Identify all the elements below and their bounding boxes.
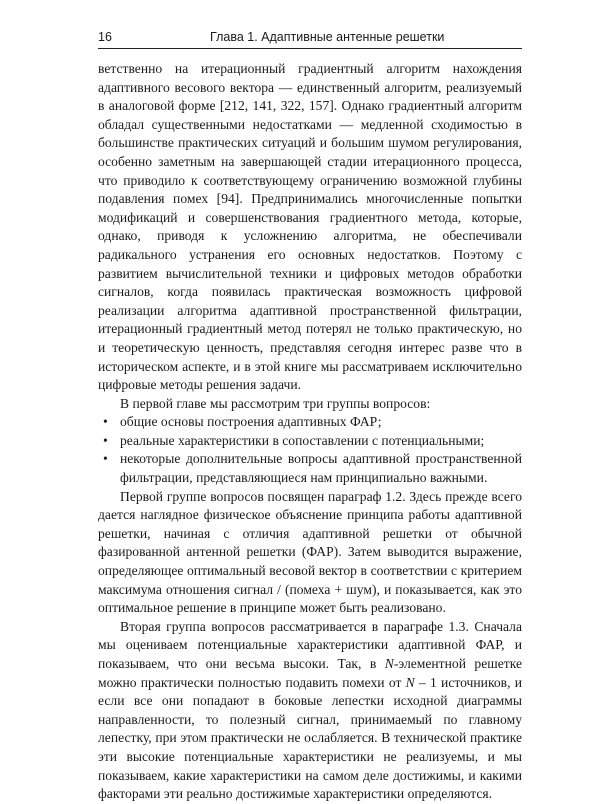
list-item-text: реальные характеристики в сопоставлении с потенциальными; [120, 432, 485, 448]
list-item [98, 413, 522, 432]
bullet-list [98, 413, 522, 487]
list-item-text: некоторые дополнительные вопросы адаптивной пространственной фильтрации, представляющиеся нам принципиально важными. [120, 451, 522, 486]
running-head: Глава 1. Адаптивные антенные решетки [210, 30, 445, 44]
paragraph-continued: ветственно на итерационный градиентный алгоритм нахождения адаптивного весового вектора — единственный алгоритм, реализуемый в аналоговой форме [212, 141, 322, 157]. Однако градиентный алгоритм обладал существенными недостатками — медленной сходимостью в большинстве практических ситуаций и большим шумом регулирования, особенно заметным на завершающей стадии итерационного процесса, что приводило к соответствующему ограничению возможной глубины подавления помех [94]. Предпринимались многочисленные попытки модификаций и совершенствования градиентного метода, которые, однако, приводя к усложнению алгоритма, не обеспечивали радикального устранения его основных недостатков. Поэтому с развитием вычислительной техники и цифровых методов обработки сигналов, когда появилась практическая возможность цифровой реализации алгоритма адаптивной пространственной фильтрации, итерационный градиентный метод потерял не только практическую, но и теоретическую ценность, представляя сегодня интерес разве что в историческом аспекте, и в этой книге мы рассматриваем исключительно цифровые методы решения задачи. [98, 61, 522, 393]
bullet-icon: • [103, 432, 108, 448]
paragraph-second-group: Вторая группа вопросов рассматривается в параграфе 1.3. Сначала мы оцениваем потенциальные характеристики адаптивной ФАР, и показываем, что они весьма высоки. Так, в N-элементной решетке можно практически полностью подавить помехи от N – 1 источников, и если все они попадают в боковые лепестки исходной диаграммы направленности, то полезный сигнал, принимаемый по главному лепестку, при этом практически не ослабляется. В технической практике эти высокие потенциальные характеристики не реализуемы, и мы показываем, какие характеристики на самом деле достижимы, и какими факторами эти реально достижимые характеристики определяются. [98, 618, 522, 802]
page-header [98, 28, 522, 49]
bullet-icon: • [103, 451, 108, 467]
page-number: 16 [98, 30, 112, 44]
paragraph-first-group: Первой группе вопросов посвящен параграф 1.2. Здесь прежде всего дается наглядное физическое объяснение принципа работы адаптивной решетки, начиная с отличия адаптивной решетки от обычной фазированной антенной решетки (ФАР). Затем выводится выражение, определяющее оптимальный весовой вектор в соответствии с критерием максимума отношения сигнал / (помеха + шум), и показывается, как это оптимальное решение в принципе может быть реализовано. [98, 488, 522, 616]
math-symbol-n: N [405, 674, 415, 690]
list-item-text: общие основы построения адаптивных ФАР; [120, 414, 382, 430]
list-item [98, 450, 522, 487]
bullet-icon: • [103, 414, 108, 430]
body-text [98, 60, 522, 804]
math-symbol-n: N [384, 656, 394, 671]
list-item [98, 432, 522, 451]
paragraph-intro-list: В первой главе мы рассмотрим три группы вопросов: [120, 395, 431, 411]
